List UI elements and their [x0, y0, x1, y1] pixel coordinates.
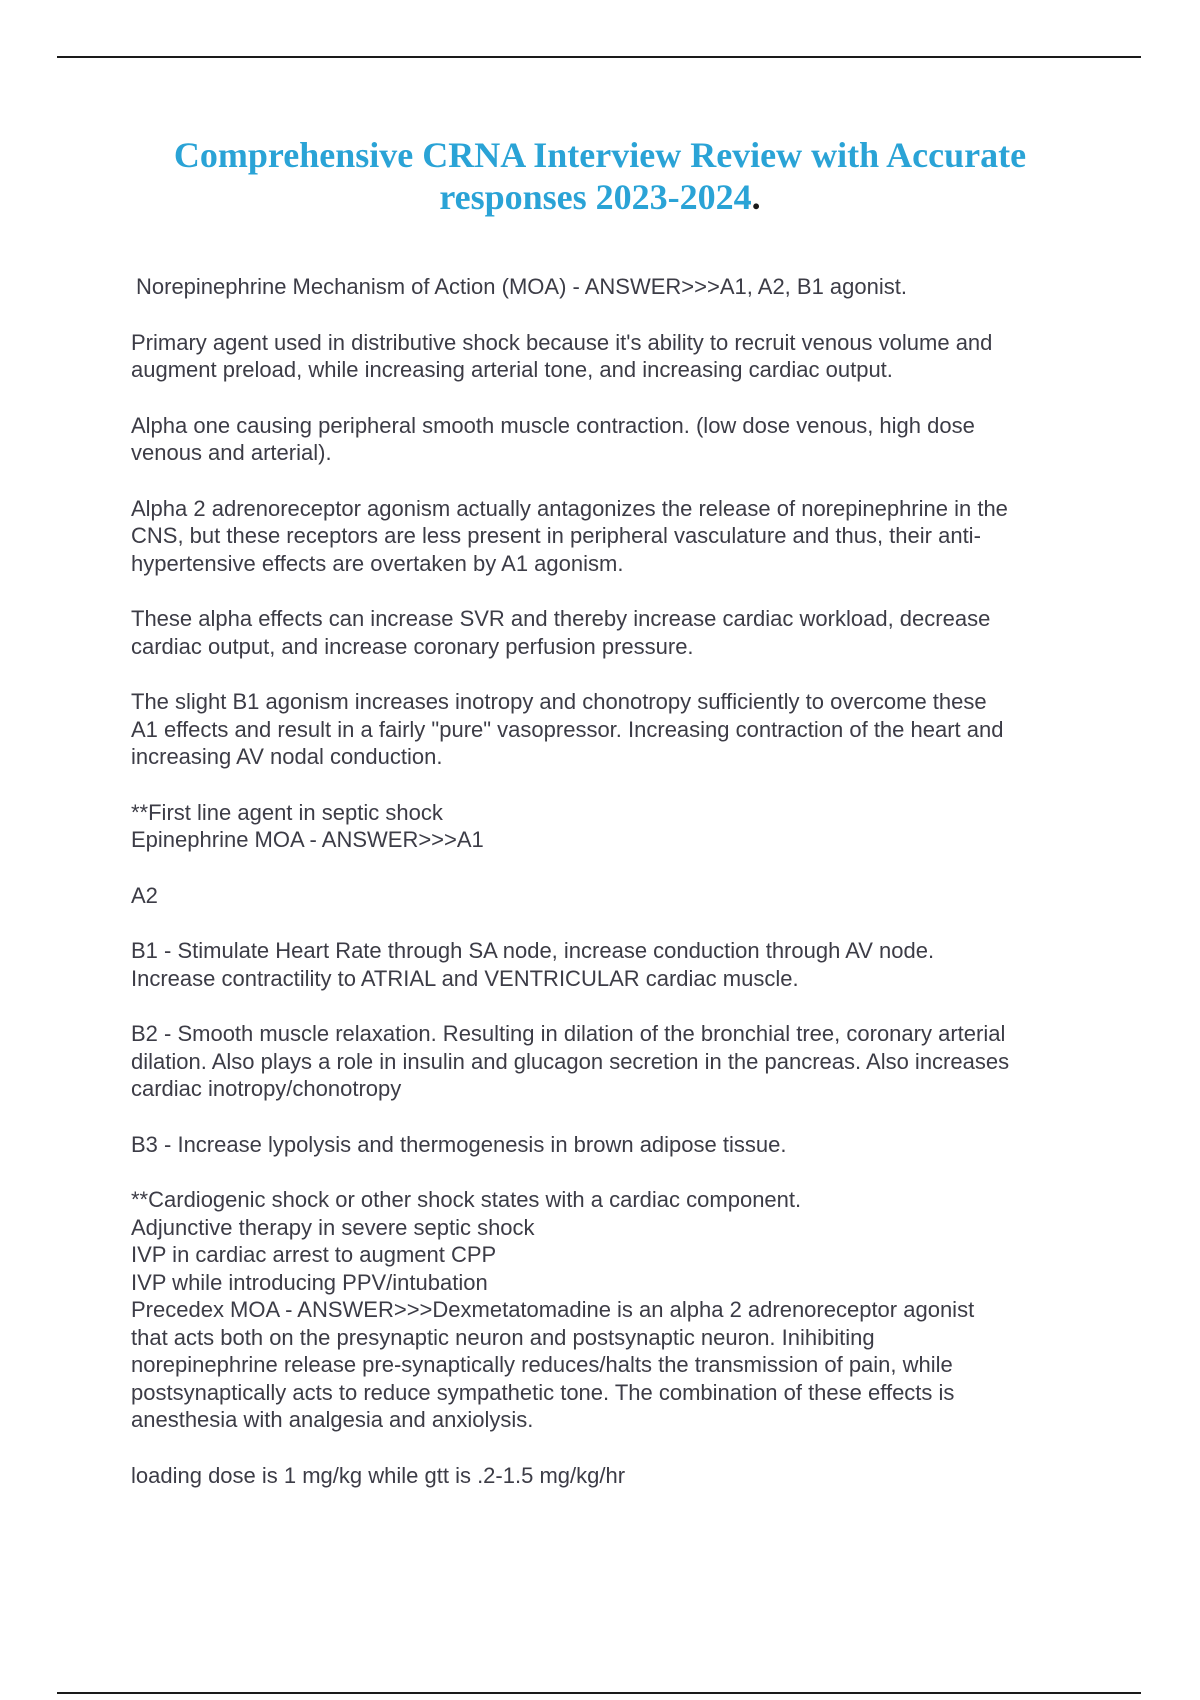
paragraph-b3: B3 - Increase lypolysis and thermogenesis in brown adipose tissue. [131, 1131, 787, 1157]
paragraph-norepinephrine-moa: Norepinephrine Mechanism of Action (MOA) - ANSWER>>>A1, A2, B1 agonist. [136, 274, 907, 299]
paragraph-b1: B1 - Stimulate Heart Rate through SA node, increase conduction through AV node. Increase contractility to ATRIAL and VENTRICULAR cardiac muscle. [131, 938, 935, 991]
top-divider [57, 56, 1141, 58]
paragraph-alpha-one: Alpha one causing peripheral smooth muscle contraction. (low dose venous, high dose venous and arterial). [131, 412, 975, 465]
bottom-divider [57, 1692, 1141, 1694]
title-text: Comprehensive CRNA Interview Review with Accurate responses 2023-2024 [173, 135, 1027, 217]
paragraph-a2: A2 [131, 882, 158, 908]
page-title [100, 134, 1100, 218]
paragraph-b2: B2 - Smooth muscle relaxation. Resulting in dilation of the bronchial tree, coronary arterial dilation. Also plays a role in insulin and glucagon secretion in the pancreas. Also increases cardiac inotropy/chonotropy [131, 1021, 1010, 1101]
paragraph-alpha-two: Alpha 2 adrenoreceptor agonism actually antagonizes the release of norepinephrine in the CNS, but these receptors are less present in peripheral vasculature and thus, their anti- hypertensive effects are overtaken by A1 agonism. [131, 495, 1008, 576]
paragraph-b1-agonism: The slight B1 agonism increases inotropy and chonotropy sufficiently to overcome these A1 effects and result in a fairly "pure" vasopressor. Increasing contraction of the heart and increasing AV nodal conduction. [131, 689, 1004, 769]
document-body [131, 273, 1111, 1517]
paragraph-alpha-effects: These alpha effects can increase SVR and thereby increase cardiac workload, decrease cardiac output, and increase coronary perfusion pressure. [131, 606, 991, 659]
paragraph-epinephrine-moa: **First line agent in septic shock Epinephrine MOA - ANSWER>>>A1 [131, 799, 484, 852]
paragraph-precedex-moa: **Cardiogenic shock or other shock states with a cardiac component. Adjunctive therapy in severe septic shock IVP in cardiac arrest to augment CPP IVP while introducing PPV/intubation Precedex MOA - ANSWER>>>Dexmetatomadine is an alpha 2 adrenoreceptor agonist that acts both on the presynaptic neuron and postsynaptic neuron. Inihibiting norepinephrine release pre-synaptically reduces/halts the transmission of pain, while postsynaptically acts to reduce sympathetic tone. The combination of these effects is anesthesia with analgesia and anxiolysis. [131, 1187, 975, 1432]
paragraph-loading-dose: loading dose is 1 mg/kg while gtt is .2-1.5 mg/kg/hr [131, 1462, 626, 1488]
paragraph-distributive-shock: Primary agent used in distributive shock because it's ability to recruit venous volume and augment preload, while increasing arterial tone, and increasing cardiac output. [131, 329, 993, 382]
title-period: . [751, 177, 761, 217]
